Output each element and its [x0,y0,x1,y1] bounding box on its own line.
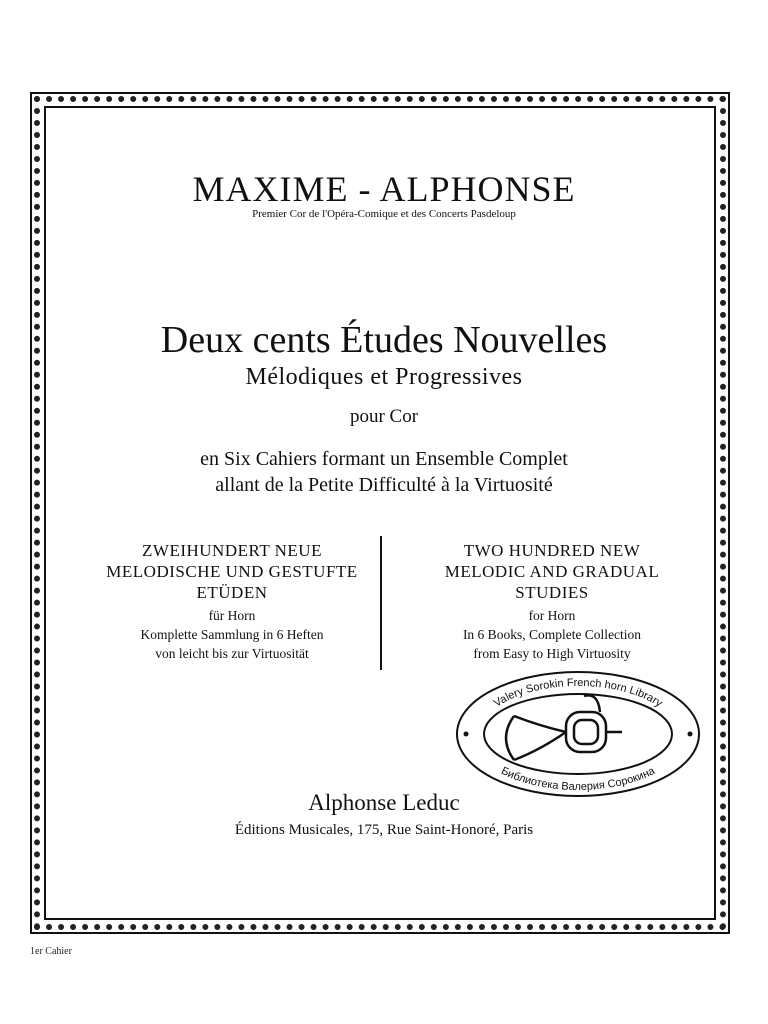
stamp-inner-ring [484,694,672,774]
english-title-block [382,540,722,663]
stamp-dot-left [464,732,469,737]
stamp-outer-ring [457,672,699,796]
author-name: MAXIME - ALPHONSE [192,169,576,209]
german-instrument: für Horn [208,608,256,623]
german-heading-line-2: MELODISCHE UND GESTUFTE [106,562,358,581]
stamp-bottom-text: Библиотека Валерия Сорокина [499,764,657,793]
german-difficulty: von leicht bis zur Virtuosität [155,646,309,661]
work-instrument: pour Cor [349,406,419,427]
english-heading-line-1: TWO HUNDRED NEW [463,541,641,560]
work-description-line-2: allant de la Petite Difficulté à la Virtuosité [215,474,553,496]
german-collection: Komplette Sammlung in 6 Heften [140,627,324,642]
work-description-line-1: en Six Cahiers formant un Ensemble Complet [200,448,568,470]
work-subtitle: Mélodiques et Progressives [245,364,523,390]
german-heading-line-3: ETÜDEN [196,583,268,602]
english-heading-line-3: STUDIES [515,583,589,602]
french-horn-icon [506,695,622,760]
volume-label: 1er Cahier [30,946,72,957]
publisher-name: Alphonse Leduc [308,790,460,815]
german-heading-line-1: ZWEIHUNDERT NEUE [142,541,322,560]
work-title: Deux cents Études Nouvelles [160,319,608,361]
english-collection: In 6 Books, Complete Collection [462,627,642,642]
english-instrument: for Horn [528,608,576,623]
stamp-top-text: Valery Sorokin French horn Library [491,676,665,710]
german-title-block [62,540,402,663]
english-heading-line-2: MELODIC AND GRADUAL [444,562,660,581]
english-difficulty: from Easy to High Virtuosity [473,646,631,661]
stamp-dot-right [688,732,693,737]
library-stamp [454,668,702,800]
publisher-address: Éditions Musicales, 175, Rue Saint-Honoré, Paris [234,822,534,838]
author-subtitle: Premier Cor de l'Opéra-Comique et des Concerts Pasdeloup [252,208,516,220]
